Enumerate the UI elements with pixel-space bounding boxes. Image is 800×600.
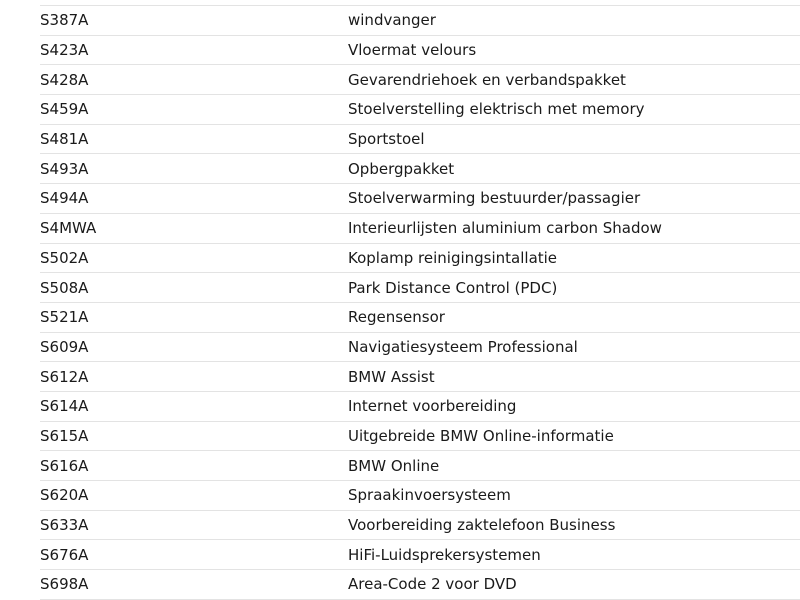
table-row [40,184,800,214]
option-code: S616A [40,456,89,475]
option-code: S698A [40,575,89,594]
option-code: S614A [40,397,89,416]
option-description: BMW Assist [348,367,435,386]
table-row [40,451,800,481]
option-code: S4MWA [40,219,97,238]
option-description: Opbergpakket [348,159,455,178]
option-code: S508A [40,278,89,297]
option-description: Regensensor [348,308,445,327]
options-table [40,5,800,600]
option-code: S428A [40,70,89,89]
option-description: Interieurlijsten aluminium carbon Shadow [348,219,662,238]
option-code: S609A [40,337,89,356]
table-row [40,6,800,36]
table-row [40,540,800,570]
option-description: BMW Online [348,456,440,475]
table-row [40,154,800,184]
option-description: Uitgebreide BMW Online-informatie [348,426,614,445]
option-code: S676A [40,545,89,564]
option-code: S494A [40,189,89,208]
option-description: Vloermat velours [348,41,477,60]
table-row [40,124,800,154]
options-table-body [40,6,800,600]
table-row [40,421,800,451]
option-description: Internet voorbereiding [348,397,517,416]
table-row [40,302,800,332]
option-code: S481A [40,130,89,149]
table-row [40,273,800,303]
option-description: Navigatiesysteem Professional [348,337,578,356]
option-description: Sportstoel [348,130,425,149]
table-row [40,95,800,125]
option-description: Spraakinvoersysteem [348,486,511,505]
table-row [40,481,800,511]
table-row [40,391,800,421]
option-code: S612A [40,367,89,386]
table-row [40,570,800,600]
option-code: S459A [40,100,89,119]
option-description: Voorbereiding zaktelefoon Business [348,516,616,535]
option-description: Gevarendriehoek en verbandspakket [348,70,626,89]
option-code: S615A [40,426,89,445]
table-row [40,35,800,65]
option-code: S521A [40,308,89,327]
table-row [40,65,800,95]
option-code: S493A [40,159,89,178]
option-description: Stoelverstelling elektrisch met memory [348,100,645,119]
option-description: HiFi-Luidsprekersystemen [348,545,541,564]
option-code: S502A [40,248,89,267]
table-row [40,213,800,243]
option-description: windvanger [348,11,436,30]
table-row [40,243,800,273]
option-code: S423A [40,41,89,60]
table-row [40,332,800,362]
option-code: S387A [40,11,89,30]
option-description: Area-Code 2 voor DVD [348,575,517,594]
option-description: Stoelverwarming bestuurder/passagier [348,189,641,208]
table-row [40,362,800,392]
table-row [40,510,800,540]
option-code: S620A [40,486,89,505]
option-description: Park Distance Control (PDC) [348,278,558,297]
option-description: Koplamp reinigingsintallatie [348,248,558,267]
option-code: S633A [40,516,89,535]
